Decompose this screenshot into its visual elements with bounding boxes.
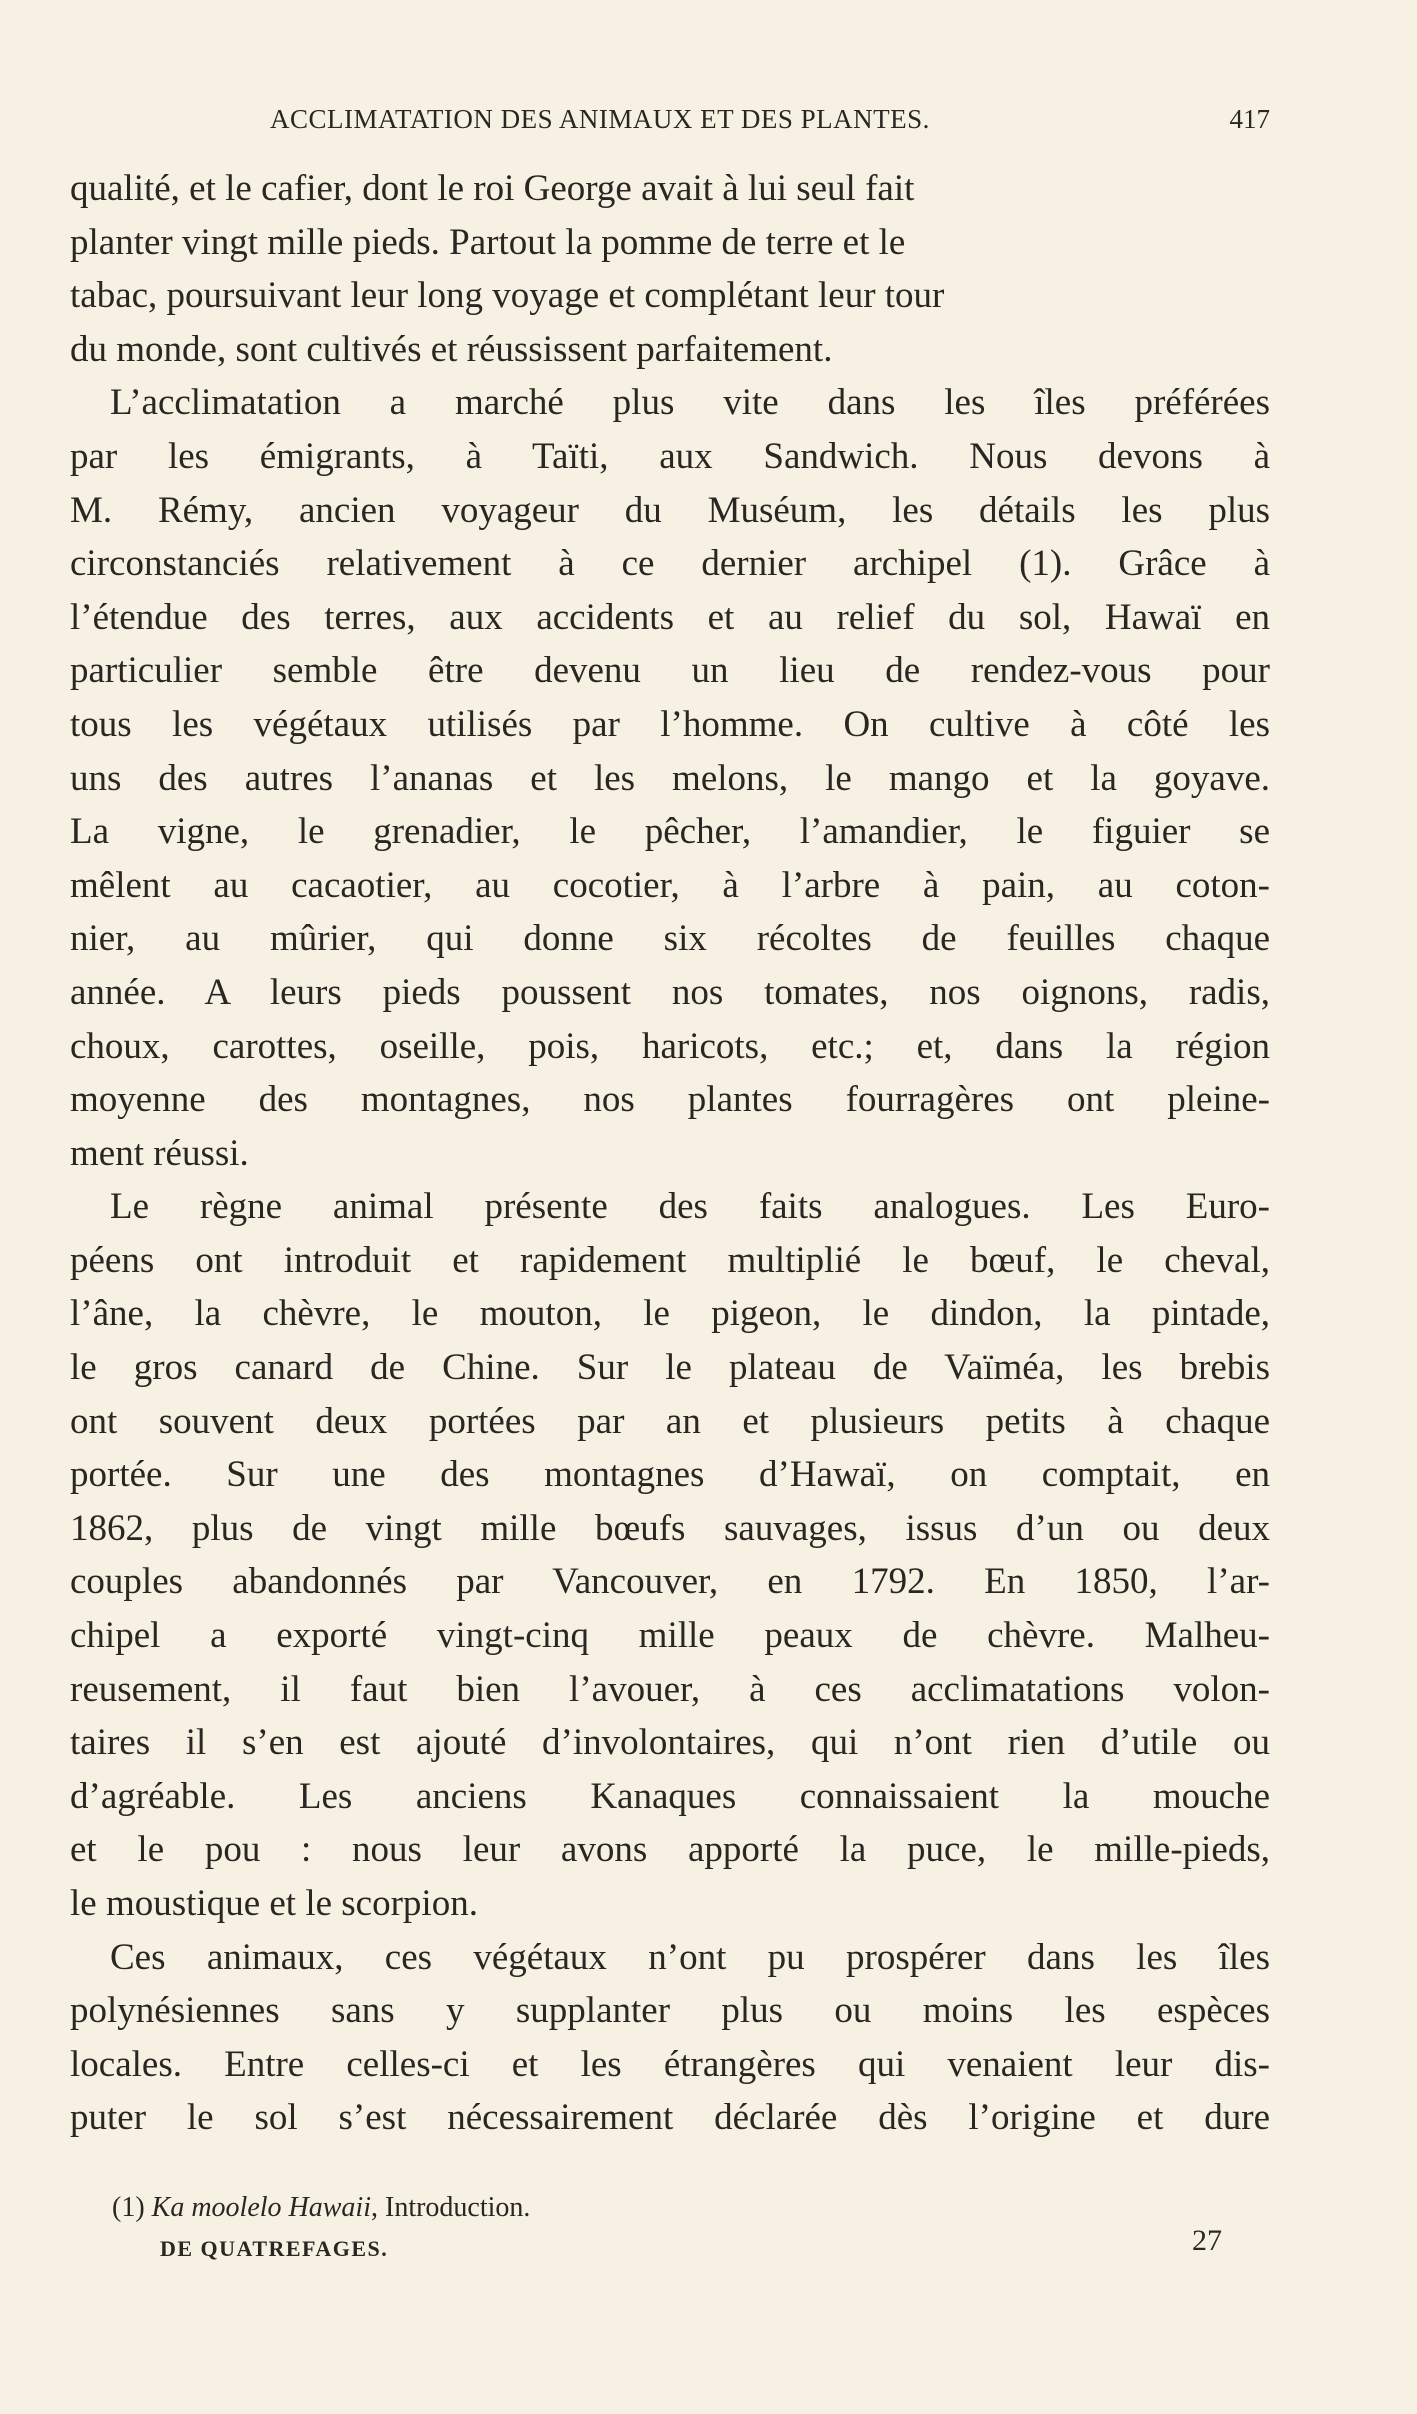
text-line: d’agréable. Les anciens Kanaques connaissaient la mouche: [70, 1775, 1270, 1817]
paragraph: [70, 376, 1270, 1180]
text-line: M. Rémy, ancien voyageur du Muséum, les détails les plus: [70, 489, 1270, 531]
text-line: tabac, poursuivant leur long voyage et complétant leur tour: [70, 275, 945, 317]
text-line: portée. Sur une des montagnes d’Hawaï, on comptait, en: [70, 1454, 1270, 1496]
paragraph: [70, 1180, 1270, 1930]
text-line: ont souvent deux portées par an et plusieurs petits à chaque: [70, 1400, 1270, 1442]
footnote: [112, 2190, 530, 2226]
text-line: Le règne animal présente des faits analogues. Les Euro-: [110, 1186, 1270, 1228]
text-line: circonstanciés relativement à ce dernier archipel (1). Grâce à: [70, 543, 1270, 585]
running-header: [70, 104, 1270, 144]
signature-sheet-number: 27: [1192, 2224, 1222, 2257]
text-line: Ces animaux, ces végétaux n’ont pu prospérer dans les îles: [110, 1936, 1270, 1978]
text-line: puter le sol s’est nécessairement déclarée dès l’origine et dure: [70, 2097, 1270, 2139]
text-line: par les émigrants, à Taïti, aux Sandwich. Nous devons à: [70, 435, 1270, 477]
text-line: nier, au mûrier, qui donne six récoltes de feuilles chaque: [70, 918, 1270, 960]
text-line: polynésiennes sans y supplanter plus ou moins les espèces: [70, 1990, 1270, 2032]
text-line: année. A leurs pieds poussent nos tomates, nos oignons, radis,: [70, 971, 1270, 1013]
footnote-title: Ka moolelo Hawaii: [151, 2192, 371, 2223]
text-line: locales. Entre celles-ci et les étrangères qui venaient leur dis-: [70, 2043, 1270, 2085]
text-line: particulier semble être devenu un lieu de rendez-vous pour: [70, 650, 1270, 692]
text-line: le gros canard de Chine. Sur le plateau de Vaïméa, les brebis: [70, 1347, 1270, 1389]
book-page: [70, 0, 1270, 2414]
signature-author: DE QUATREFAGES.: [160, 2236, 389, 2261]
paragraph: [70, 1931, 1270, 2145]
footnote-rest: , Introduction.: [371, 2192, 531, 2223]
text-line: uns des autres l’ananas et les melons, le mango et la goyave.: [70, 757, 1270, 799]
text-line: couples abandonnés par Vancouver, en 1792. En 1850, l’ar-: [70, 1561, 1270, 1603]
text-line: choux, carottes, oseille, pois, haricots, etc.; et, dans la région: [70, 1025, 1270, 1067]
text-line: moyenne des montagnes, nos plantes fourragères ont pleine-: [70, 1079, 1270, 1121]
text-line: l’âne, la chèvre, le mouton, le pigeon, le dindon, la pintade,: [70, 1293, 1270, 1335]
text-line: taires il s’en est ajouté d’involontaires, qui n’ont rien d’utile ou: [70, 1722, 1270, 1764]
text-line: mêlent au cacaotier, au cocotier, à l’arbre à pain, au coton-: [70, 864, 1270, 906]
text-line: l’étendue des terres, aux accidents et au relief du sol, Hawaï en: [70, 596, 1270, 638]
text-line: qualité, et le cafier, dont le roi George avait à lui seul fait: [70, 168, 915, 209]
page-number: 417: [1229, 104, 1270, 134]
body-text: [70, 162, 1270, 2145]
text-line: et le pou : nous leur avons apporté la puce, le mille-pieds,: [70, 1829, 1270, 1871]
text-line: tous les végétaux utilisés par l’homme. On cultive à côté les: [70, 703, 1270, 745]
paragraph: [70, 162, 1270, 376]
text-line: péens ont introduit et rapidement multiplié le bœuf, le cheval,: [70, 1239, 1270, 1281]
text-line: planter vingt mille pieds. Partout la pomme de terre et le: [70, 221, 906, 263]
running-title: ACCLIMATATION DES ANIMAUX ET DES PLANTES.: [270, 104, 930, 134]
text-line: chipel a exporté vingt-cinq mille peaux de chèvre. Malheu-: [70, 1615, 1270, 1657]
text-line: 1862, plus de vingt mille bœufs sauvages, issus d’un ou deux: [70, 1507, 1270, 1549]
footnote-marker: (1): [112, 2192, 145, 2223]
text-line: du monde, sont cultivés et réussissent parfaitement.: [70, 328, 833, 370]
text-line: ment réussi.: [70, 1132, 249, 1174]
text-line: La vigne, le grenadier, le pêcher, l’amandier, le figuier se: [70, 811, 1270, 853]
text-line: L’acclimatation a marché plus vite dans les îles préférées: [110, 382, 1270, 424]
text-line: reusement, il faut bien l’avouer, à ces acclimatations volon-: [70, 1668, 1270, 1710]
text-line: le moustique et le scorpion.: [70, 1883, 478, 1924]
